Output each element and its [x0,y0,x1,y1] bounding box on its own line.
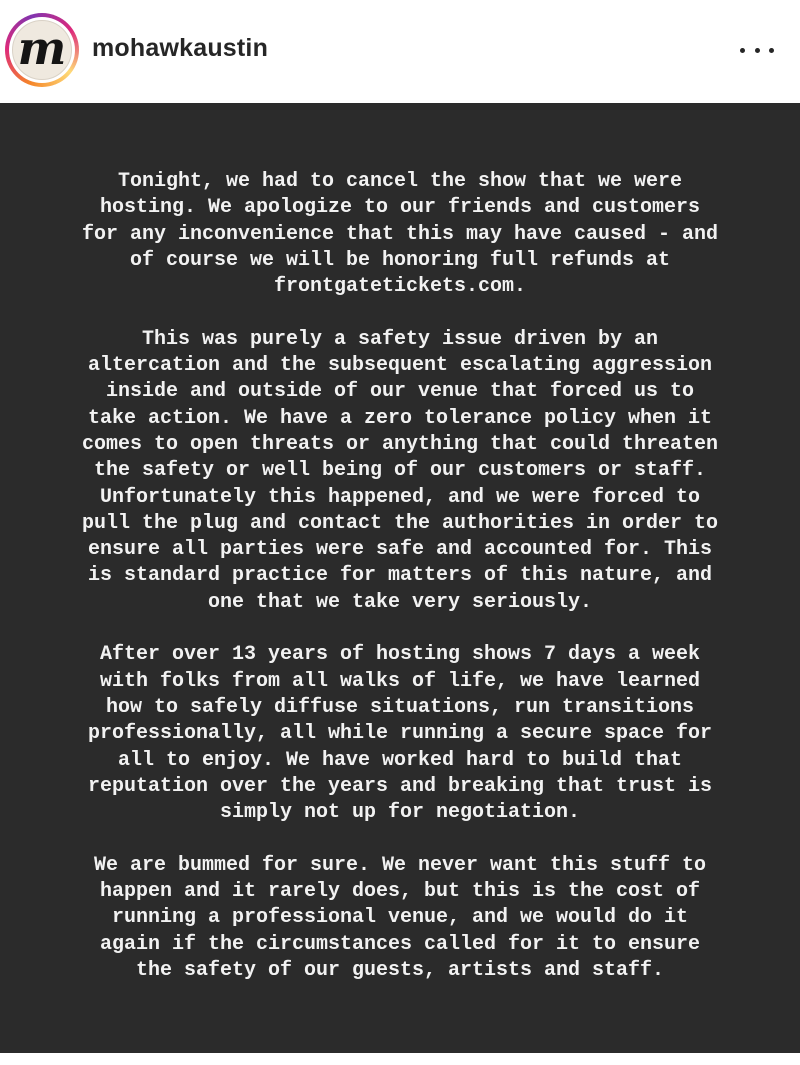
text-line: all to enjoy. We have worked hard to build that [117,748,683,772]
text-line: pull the plug and contact the authorities in order to [81,511,719,535]
text-line: happen and it rarely does, but this is the cost of [99,880,701,904]
text-line: take action. We have a zero tolerance policy when it [87,406,713,430]
post-image [0,103,800,1053]
text-line: with folks from all walks of life, we have learned [99,669,701,693]
text-line: is standard practice for matters of this nature, and [87,564,713,588]
text-line: the safety or well being of our customers or staff. [93,459,707,483]
text-line: This was purely a safety issue driven by an [141,327,659,351]
text-line: one that we take very seriously. [207,590,593,614]
text-line: Tonight, we had to cancel the show that we were [117,170,683,193]
paragraph-2 [0,327,800,616]
text-line: for any inconvenience that this may have caused - and [81,222,719,246]
post-header [0,0,800,103]
text-line: again if the circumstances called for it to ensure [99,932,701,956]
avatar-image [12,20,72,80]
text-line: After over 13 years of hosting shows 7 days a week [99,643,701,667]
text-line: running a professional venue, and we would do it [111,906,689,930]
text-line: inside and outside of our venue that forced us to [105,380,695,404]
text-line: Unfortunately this happened, and we were forced to [99,485,701,509]
avatar[interactable] [5,13,79,87]
text-line: frontgatetickets.com. [273,275,527,299]
username[interactable]: mohawkaustin [92,34,269,62]
text-line: comes to open threats or anything that could threaten [81,432,719,456]
text-line: hosting. We apologize to our friends and customers [99,196,701,220]
more-horizontal-icon[interactable] [740,40,774,60]
paragraph-4 [0,853,800,984]
text-line: of course we will be honoring full refunds at [129,248,671,272]
post-statement-text [0,169,800,1011]
text-line: ensure all parties were safe and accounted for. This [87,538,713,562]
text-line: We are bummed for sure. We never want this stuff to [93,853,707,877]
paragraph-3 [0,642,800,826]
avatar-logo-letter: m [17,21,67,75]
text-line: professionally, all while running a secure space for [87,722,713,746]
text-line: how to safely diffuse situations, run transitions [105,695,695,719]
post-footer-edge [0,1053,800,1065]
paragraph-1 [0,169,800,300]
text-line: reputation over the years and breaking that trust is [87,774,713,798]
text-line: simply not up for negotiation. [219,801,581,825]
text-line: the safety of our guests, artists and staff. [135,958,665,982]
text-line: altercation and the subsequent escalating aggression [87,354,713,378]
